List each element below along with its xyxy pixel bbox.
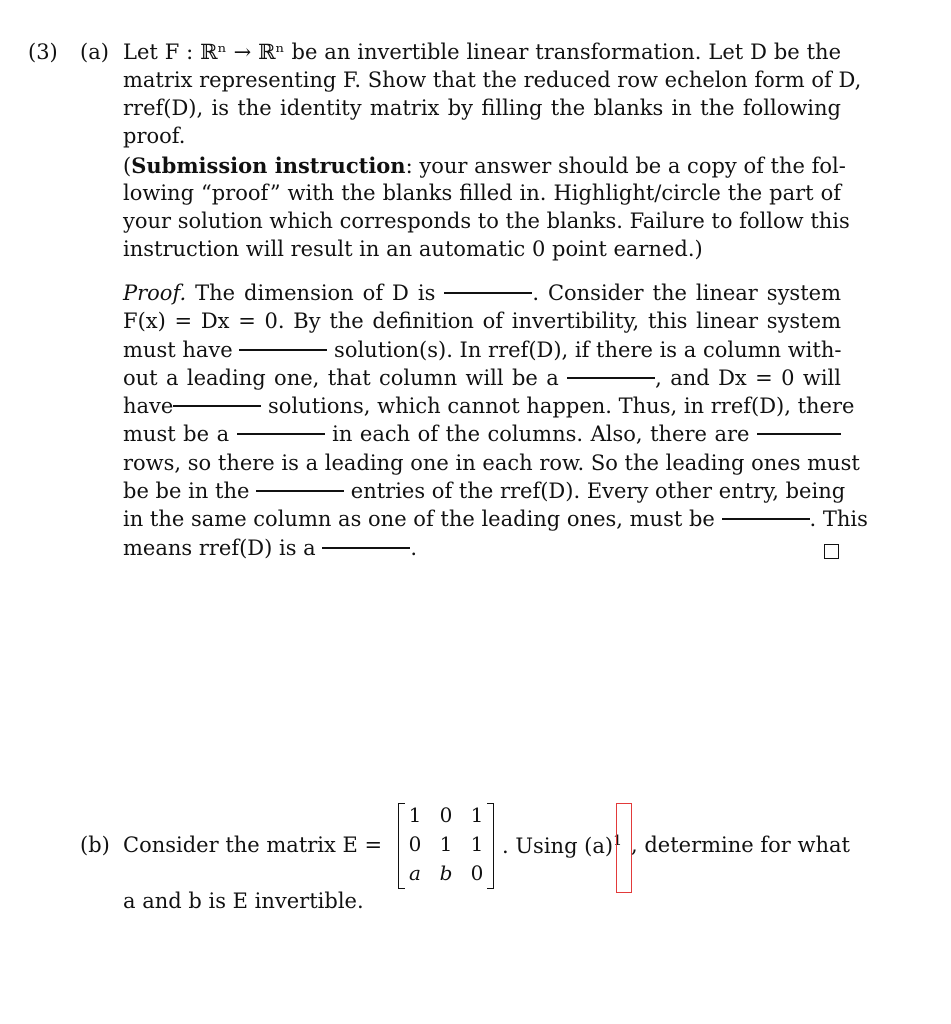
matrix-cell: 1 [470, 803, 484, 827]
part-b-intro: Consider the matrix E = [123, 833, 383, 857]
proof-line-9: in the same column as one of the leading ones, must be . This [123, 507, 868, 531]
matrix-e [398, 803, 494, 889]
answer-blank [256, 490, 344, 492]
part-b-line-2: a and b is E invertible. [123, 889, 364, 913]
instruction-line-3: your solution which corresponds to the blanks. Failure to follow this [123, 209, 850, 233]
answer-blank [173, 405, 261, 407]
highlight-box [616, 803, 632, 893]
instruction-line-1: (Submission instruction: your answer should be a copy of the fol- [123, 153, 846, 178]
part-b-using: . Using $(a)^1$ [502, 833, 623, 858]
matrix-cell: b [439, 861, 453, 885]
answer-blank [757, 433, 841, 435]
answer-blank [237, 433, 325, 435]
matrix-cell: a [409, 861, 421, 885]
statement-line-3: rref(D), is the identity matrix by filling the blanks in the following [123, 96, 841, 120]
proof-line-1: Proof. The dimension of D is . Consider the linear system [123, 281, 841, 305]
proof-line-3: must have solution(s). In rref(D), if there is a column with- [123, 338, 842, 362]
part-b-rest: , determine for what [631, 833, 850, 857]
proof-line-6: must be a in each of the columns. Also, there are [123, 422, 841, 446]
answer-blank [322, 547, 410, 549]
matrix-cell: 0 [408, 832, 422, 856]
answer-blank [567, 377, 655, 379]
matrix-cell: 0 [439, 803, 453, 827]
statement-line-1: Let F : ℝⁿ → ℝⁿ be an invertible linear transformation. Let D be the [123, 40, 841, 64]
matrix-cell: 0 [470, 861, 484, 885]
proof-line-7: rows, so there is a leading one in each row. So the leading ones must [123, 451, 860, 475]
instruction-line-2: lowing “proof” with the blanks filled in. Highlight/circle the part of [123, 181, 841, 205]
matrix-cell: 1 [408, 803, 422, 827]
statement-line-4: proof. [123, 124, 186, 148]
instruction-line-4: instruction will result in an automatic 0 point earned.) [123, 237, 703, 261]
matrix-cell: 1 [439, 832, 453, 856]
matrix-cell: 1 [470, 832, 484, 856]
answer-blank [239, 349, 327, 351]
statement-line-2: matrix representing F. Show that the reduced row echelon form of D, [123, 68, 862, 92]
answer-blank [722, 518, 810, 520]
question-number: (3) [28, 40, 58, 64]
proof-line-5: have solutions, which cannot happen. Thus, in rref(D), there [123, 394, 855, 418]
part-a-label: (a) [80, 40, 109, 64]
part-b-label: (b) [80, 833, 110, 857]
proof-line-8: be be in the entries of the rref(D). Every other entry, being [123, 479, 846, 503]
proof-line-2: F(x) = Dx = 0. By the definition of invertibility, this linear system [123, 309, 841, 333]
answer-blank [444, 292, 532, 294]
footnote-marker: 1 [613, 833, 623, 849]
qed-box-icon [824, 540, 839, 564]
proof-line-4: out a leading one, that column will be a , and Dx = 0 will [123, 366, 841, 390]
matrix-right-bracket [487, 803, 494, 889]
proof-line-10: means rref(D) is a . [123, 536, 418, 560]
